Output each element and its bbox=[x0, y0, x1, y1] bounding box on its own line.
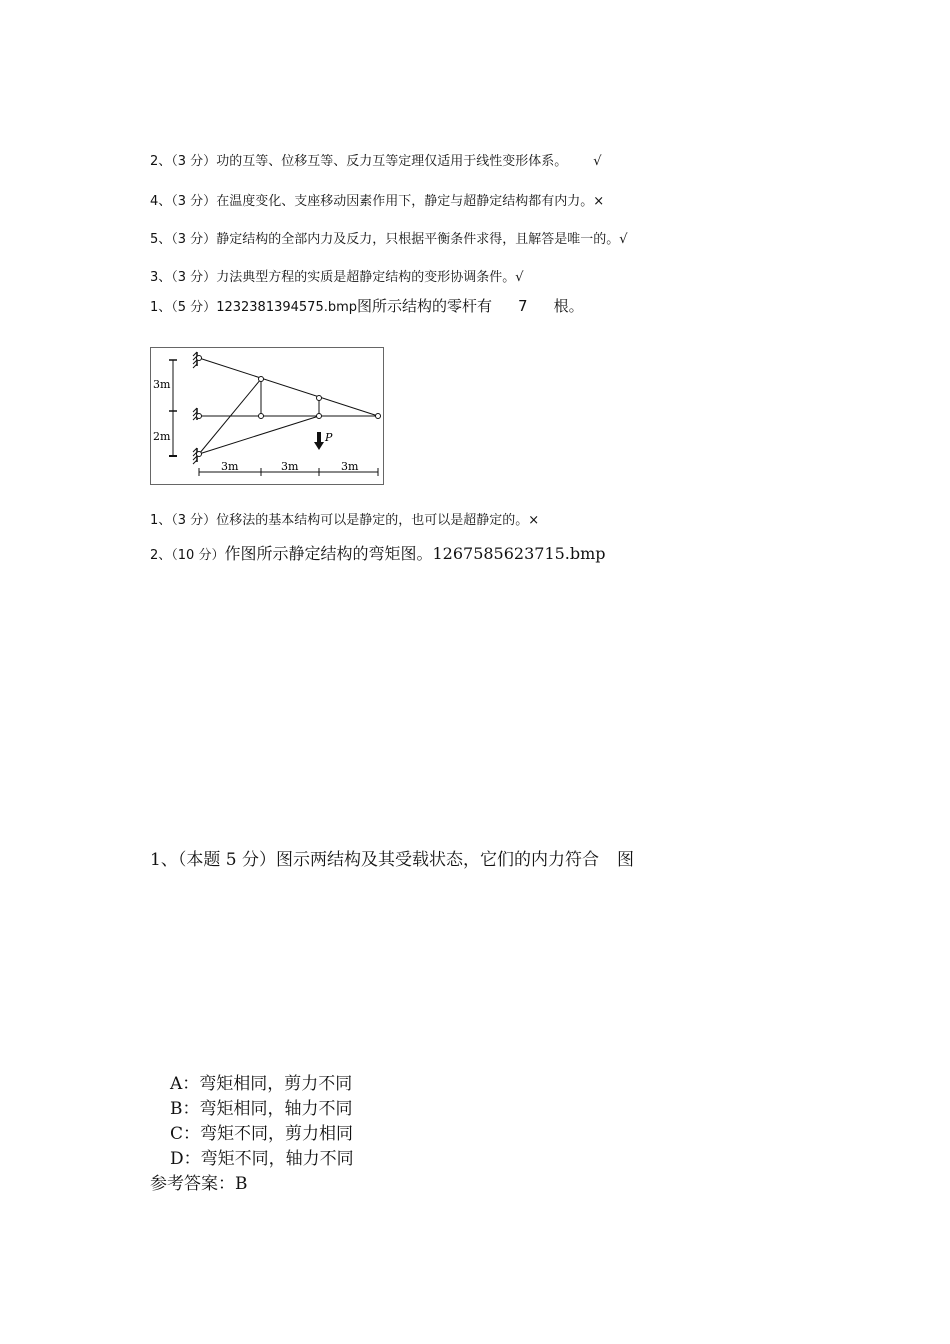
truss-diagram bbox=[151, 348, 383, 484]
question-3-tf bbox=[150, 266, 524, 285]
question-number: 1、 bbox=[150, 300, 172, 315]
dim-label-3m: 3m bbox=[153, 378, 171, 391]
question-score: （5 分） bbox=[171, 300, 217, 315]
fill-answer: 7 bbox=[518, 297, 528, 315]
dim-label-3m: 3m bbox=[281, 460, 299, 473]
option-c: C：弯矩不同，剪力相同 bbox=[170, 1124, 354, 1144]
reference-answer: 参考答案：B bbox=[150, 1174, 248, 1194]
question-score: （3 分） bbox=[171, 270, 217, 285]
question-text: 在温度变化、支座移动因素作用下，静定与超静定结构都有内力。 bbox=[216, 194, 594, 209]
option-a: A：弯矩相同，剪力不同 bbox=[170, 1074, 353, 1094]
question-score: （3 分） bbox=[171, 513, 217, 528]
image-filename: 1232381394575.bmp bbox=[216, 300, 358, 315]
truss-members bbox=[199, 358, 378, 454]
question-1-fill bbox=[150, 295, 584, 316]
question-tail: 图 bbox=[616, 850, 634, 870]
question-score: （10 分） bbox=[171, 548, 225, 563]
question-number: 1、 bbox=[150, 513, 172, 528]
dim-label-2m: 2m bbox=[153, 430, 171, 443]
question-text: 力法典型方程的实质是超静定结构的变形协调条件。 bbox=[216, 270, 516, 285]
support-top bbox=[193, 352, 197, 368]
question-text: 作图所示静定结构的弯矩图。1267585623715.bmp bbox=[224, 544, 606, 563]
load-arrow bbox=[314, 432, 324, 450]
question-text: 图所示结构的零杆有 bbox=[357, 297, 493, 315]
question-number: 2、 bbox=[150, 548, 172, 563]
question-text: 静定结构的全部内力及反力，只根据平衡条件求得，且解答是唯一的。 bbox=[216, 232, 620, 247]
fill-unit: 根。 bbox=[553, 297, 584, 315]
question-score: （3 分） bbox=[171, 232, 217, 247]
question-1-choice bbox=[150, 845, 634, 870]
dim-label-3m: 3m bbox=[341, 460, 359, 473]
truss-figure bbox=[150, 347, 384, 485]
support-bottom bbox=[193, 448, 197, 464]
question-number: 1、 bbox=[150, 850, 178, 870]
question-number: 3、 bbox=[150, 270, 172, 285]
option-d: D：弯矩不同，轴力不同 bbox=[170, 1149, 354, 1169]
question-2-draw bbox=[150, 541, 606, 564]
answer-mark: √ bbox=[619, 232, 628, 247]
question-score: （3 分） bbox=[171, 194, 217, 209]
question-number: 5、 bbox=[150, 232, 172, 247]
truss-joints bbox=[197, 356, 381, 457]
question-text: 位移法的基本结构可以是静定的，也可以是超静定的。 bbox=[216, 513, 529, 528]
support-middle bbox=[193, 408, 197, 420]
question-4-tf bbox=[150, 190, 604, 209]
answer-mark: √ bbox=[515, 270, 524, 285]
answer-mark: × bbox=[593, 194, 605, 209]
load-label: P bbox=[325, 431, 333, 444]
question-5-tf bbox=[150, 228, 628, 247]
dim-label-3m: 3m bbox=[221, 460, 239, 473]
question-text: （本题 5 分）图示两结构及其受载状态，它们的内力符合 bbox=[177, 850, 599, 870]
answer-mark: √ bbox=[593, 154, 602, 169]
question-2-tf bbox=[150, 150, 602, 169]
answer-mark: × bbox=[528, 513, 540, 528]
question-score: （3 分） bbox=[171, 154, 217, 169]
question-number: 2、 bbox=[150, 154, 172, 169]
question-text: 功的互等、位移互等、反力互等定理仅适用于线性变形体系。 bbox=[216, 154, 568, 169]
question-number: 4、 bbox=[150, 194, 172, 209]
question-1-tf-b bbox=[150, 509, 539, 528]
option-b: B：弯矩相同，轴力不同 bbox=[170, 1099, 353, 1119]
